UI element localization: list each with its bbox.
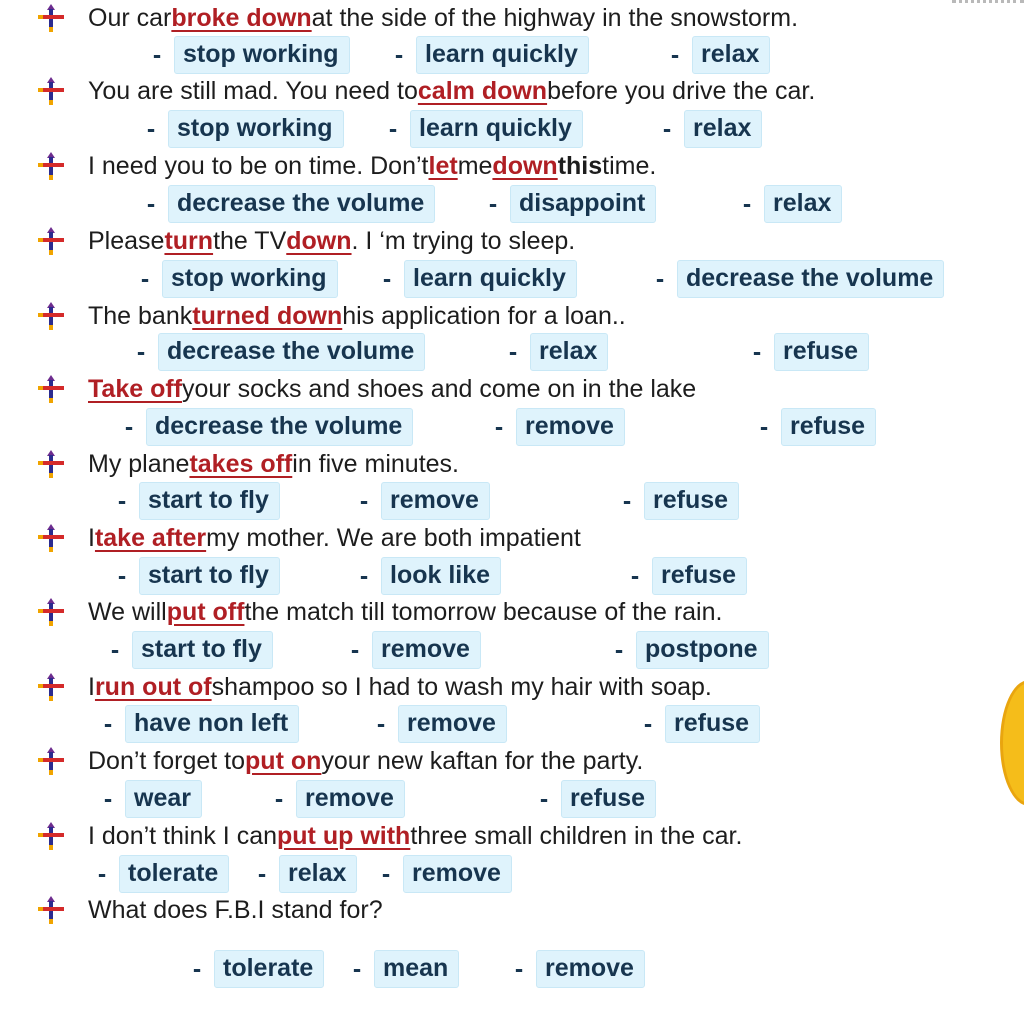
answer-option[interactable] [653, 259, 944, 299]
arrow-cross-bullet-icon [36, 301, 66, 331]
arrow-cross-bullet-icon [36, 895, 66, 925]
options-row [0, 259, 1024, 299]
option-label: remove [516, 408, 625, 446]
sentence-text: Our car [88, 3, 172, 32]
answer-option[interactable] [101, 779, 202, 819]
option-label: remove [381, 482, 490, 520]
sentence-text: me [457, 151, 493, 180]
answer-option[interactable] [101, 704, 299, 744]
phrasal-verb: Take off [88, 374, 182, 403]
option-label: relax [279, 855, 357, 893]
answer-option[interactable] [506, 332, 608, 372]
option-label: refuse [652, 557, 747, 595]
answer-option[interactable] [115, 556, 280, 596]
sentence-text: You are still mad. You need to [88, 76, 418, 105]
arrow-cross-bullet-icon [36, 151, 66, 181]
arrow-cross-bullet-icon [36, 3, 66, 33]
option-label: refuse [781, 408, 876, 446]
sentence-text: Don’t forget to [88, 746, 246, 775]
option-label: remove [296, 780, 405, 818]
answer-option[interactable] [350, 949, 459, 989]
option-dash: - [388, 114, 398, 143]
answer-option[interactable] [380, 259, 577, 299]
phrasal-verb: put on [245, 746, 322, 775]
options-row [0, 630, 1024, 670]
options-row [0, 704, 1024, 744]
answer-option[interactable] [486, 184, 656, 224]
option-label: stop working [162, 260, 338, 298]
phrasal-verb: put up with [277, 821, 411, 850]
arrow-cross-bullet-icon [36, 597, 66, 627]
option-label: tolerate [214, 950, 324, 988]
answer-option[interactable] [190, 949, 324, 989]
sentence-text: three small children in the car. [410, 821, 743, 850]
option-label: stop working [174, 36, 350, 74]
option-dash: - [257, 859, 267, 888]
option-dash: - [136, 337, 146, 366]
answer-option[interactable] [115, 481, 280, 521]
sentence-text: I need you to be on time. Don’t [88, 151, 429, 180]
option-dash: - [146, 114, 156, 143]
option-dash: - [630, 561, 640, 590]
option-label: start to fly [132, 631, 273, 669]
sentence-text: Please [88, 226, 165, 255]
option-dash: - [146, 189, 156, 218]
answer-option[interactable] [122, 407, 413, 447]
option-dash: - [359, 486, 369, 515]
options-row [0, 332, 1024, 372]
answer-option[interactable] [144, 109, 344, 149]
sentence-text: . I ‘m trying to sleep. [351, 226, 576, 255]
option-dash: - [614, 635, 624, 664]
option-label: decrease the volume [168, 185, 435, 223]
sentence-text: The bank [88, 301, 193, 330]
option-label: relax [684, 110, 762, 148]
option-label: refuse [774, 333, 869, 371]
answer-option[interactable] [620, 481, 739, 521]
arrow-cross-bullet-icon [36, 226, 66, 256]
option-dash: - [381, 859, 391, 888]
answer-option[interactable] [144, 184, 435, 224]
phrasal-verb: turn [164, 226, 214, 255]
answer-option[interactable] [138, 259, 338, 299]
answer-option[interactable] [348, 630, 481, 670]
option-dash: - [670, 40, 680, 69]
option-label: relax [692, 36, 770, 74]
answer-option[interactable] [379, 854, 512, 894]
phrasal-verb: put off [166, 597, 245, 626]
option-dash: - [376, 709, 386, 738]
option-dash: - [508, 337, 518, 366]
sentence-text: at the side of the highway in the snowstorm. [311, 3, 799, 32]
phrasal-verb: run out of [94, 672, 212, 701]
answer-option[interactable] [612, 630, 769, 670]
option-dash: - [97, 859, 107, 888]
phrasal-verb: take after [94, 523, 207, 552]
option-dash: - [110, 635, 120, 664]
sentence-text: We will [88, 597, 167, 626]
question-line [36, 594, 722, 630]
question-line [36, 669, 712, 705]
option-label: tolerate [119, 855, 229, 893]
option-label: postpone [636, 631, 769, 669]
option-dash: - [103, 784, 113, 813]
sentence-text: I [88, 672, 95, 701]
phrasal-verb: turned down [192, 301, 343, 330]
answer-option[interactable] [374, 704, 507, 744]
answer-option[interactable] [150, 35, 350, 75]
question-line [36, 818, 742, 854]
answer-option[interactable] [668, 35, 770, 75]
options-row [0, 779, 1024, 819]
sentence-text: his application for a loan.. [342, 301, 626, 330]
options-row [0, 184, 1024, 224]
answer-option[interactable] [392, 35, 589, 75]
option-dash: - [539, 784, 549, 813]
option-dash: - [494, 412, 504, 441]
question-line [36, 743, 643, 779]
question-line [36, 446, 459, 482]
options-row [0, 949, 1024, 989]
option-dash: - [662, 114, 672, 143]
question-line [36, 223, 575, 259]
options-row [0, 556, 1024, 596]
options-row [0, 35, 1024, 75]
answer-option[interactable] [660, 109, 762, 149]
option-label: look like [381, 557, 501, 595]
answer-option[interactable] [357, 556, 501, 596]
answer-option[interactable] [386, 109, 583, 149]
option-label: remove [372, 631, 481, 669]
option-label: refuse [665, 705, 760, 743]
arrow-cross-bullet-icon [36, 523, 66, 553]
option-label: learn quickly [416, 36, 589, 74]
emphasized-word: this [557, 151, 603, 180]
option-label: stop working [168, 110, 344, 148]
sentence-text: your new kaftan for the party. [321, 746, 644, 775]
phrasal-verb: let [428, 151, 458, 180]
sentence-text: your socks and shoes and come on in the lake [182, 374, 697, 403]
answer-option[interactable] [134, 332, 425, 372]
sentence-text: I [88, 523, 95, 552]
options-row [0, 109, 1024, 149]
arrow-cross-bullet-icon [36, 672, 66, 702]
option-dash: - [643, 709, 653, 738]
option-dash: - [103, 709, 113, 738]
option-dash: - [759, 412, 769, 441]
option-label: decrease the volume [158, 333, 425, 371]
option-label: have non left [125, 705, 299, 743]
answer-option[interactable] [272, 779, 405, 819]
option-label: mean [374, 950, 459, 988]
arrow-cross-bullet-icon [36, 374, 66, 404]
option-dash: - [117, 561, 127, 590]
option-dash: - [124, 412, 134, 441]
answer-option[interactable] [108, 630, 273, 670]
option-dash: - [394, 40, 404, 69]
sentence-text: the match till tomorrow because of the rain. [244, 597, 723, 626]
sentence-text: time. [602, 151, 657, 180]
sentence-text: in five minutes. [292, 449, 460, 478]
option-label: remove [398, 705, 507, 743]
option-label: remove [403, 855, 512, 893]
option-dash: - [152, 40, 162, 69]
option-dash: - [622, 486, 632, 515]
sentence-text: the TV [213, 226, 287, 255]
option-label: remove [536, 950, 645, 988]
option-label: wear [125, 780, 202, 818]
sentence-text: my mother. We are both impatient [206, 523, 581, 552]
option-dash: - [350, 635, 360, 664]
arrow-cross-bullet-icon [36, 76, 66, 106]
option-label: start to fly [139, 557, 280, 595]
option-label: start to fly [139, 482, 280, 520]
answer-option[interactable] [628, 556, 747, 596]
phrasal-verb: calm down [417, 76, 548, 105]
option-dash: - [382, 264, 392, 293]
answer-option[interactable] [641, 704, 760, 744]
arrow-cross-bullet-icon [36, 449, 66, 479]
sentence-text: What does F.B.I stand for? [88, 895, 383, 924]
option-dash: - [752, 337, 762, 366]
option-label: relax [764, 185, 842, 223]
answer-option[interactable] [740, 184, 842, 224]
answer-option[interactable] [537, 779, 656, 819]
arrow-cross-bullet-icon [36, 821, 66, 851]
question-line [36, 73, 815, 109]
option-dash: - [359, 561, 369, 590]
arrow-cross-bullet-icon [36, 746, 66, 776]
question-line [36, 298, 626, 334]
option-dash: - [117, 486, 127, 515]
sentence-text: before you drive the car. [547, 76, 816, 105]
phrasal-verb: broke down [171, 3, 312, 32]
option-dash: - [742, 189, 752, 218]
options-row [0, 854, 1024, 894]
phrasal-verb: down [286, 226, 352, 255]
option-dash: - [655, 264, 665, 293]
option-label: learn quickly [404, 260, 577, 298]
options-row [0, 481, 1024, 521]
option-label: disappoint [510, 185, 656, 223]
option-label: learn quickly [410, 110, 583, 148]
sentence-text: shampoo so I had to wash my hair with soap. [211, 672, 712, 701]
option-dash: - [192, 954, 202, 983]
option-dash: - [140, 264, 150, 293]
question-line [36, 892, 383, 928]
option-dash: - [488, 189, 498, 218]
answer-option[interactable] [757, 407, 876, 447]
answer-option[interactable] [512, 949, 645, 989]
answer-option[interactable] [255, 854, 357, 894]
answer-option[interactable] [750, 332, 869, 372]
phrasal-verb: down [492, 151, 558, 180]
option-label: decrease the volume [146, 408, 413, 446]
top-edge-marks [952, 0, 1024, 7]
phrasal-verb: takes off [189, 449, 293, 478]
sentence-text: My plane [88, 449, 190, 478]
answer-option[interactable] [95, 854, 229, 894]
option-label: decrease the volume [677, 260, 944, 298]
question-line [36, 520, 581, 556]
option-dash: - [352, 954, 362, 983]
option-dash: - [274, 784, 284, 813]
question-line [36, 0, 798, 36]
sentence-text: I don’t think I can [88, 821, 278, 850]
option-label: refuse [561, 780, 656, 818]
option-label: relax [530, 333, 608, 371]
question-line [36, 371, 696, 407]
option-label: refuse [644, 482, 739, 520]
options-row [0, 407, 1024, 447]
option-dash: - [514, 954, 524, 983]
answer-option[interactable] [492, 407, 625, 447]
question-line [36, 148, 656, 184]
answer-option[interactable] [357, 481, 490, 521]
